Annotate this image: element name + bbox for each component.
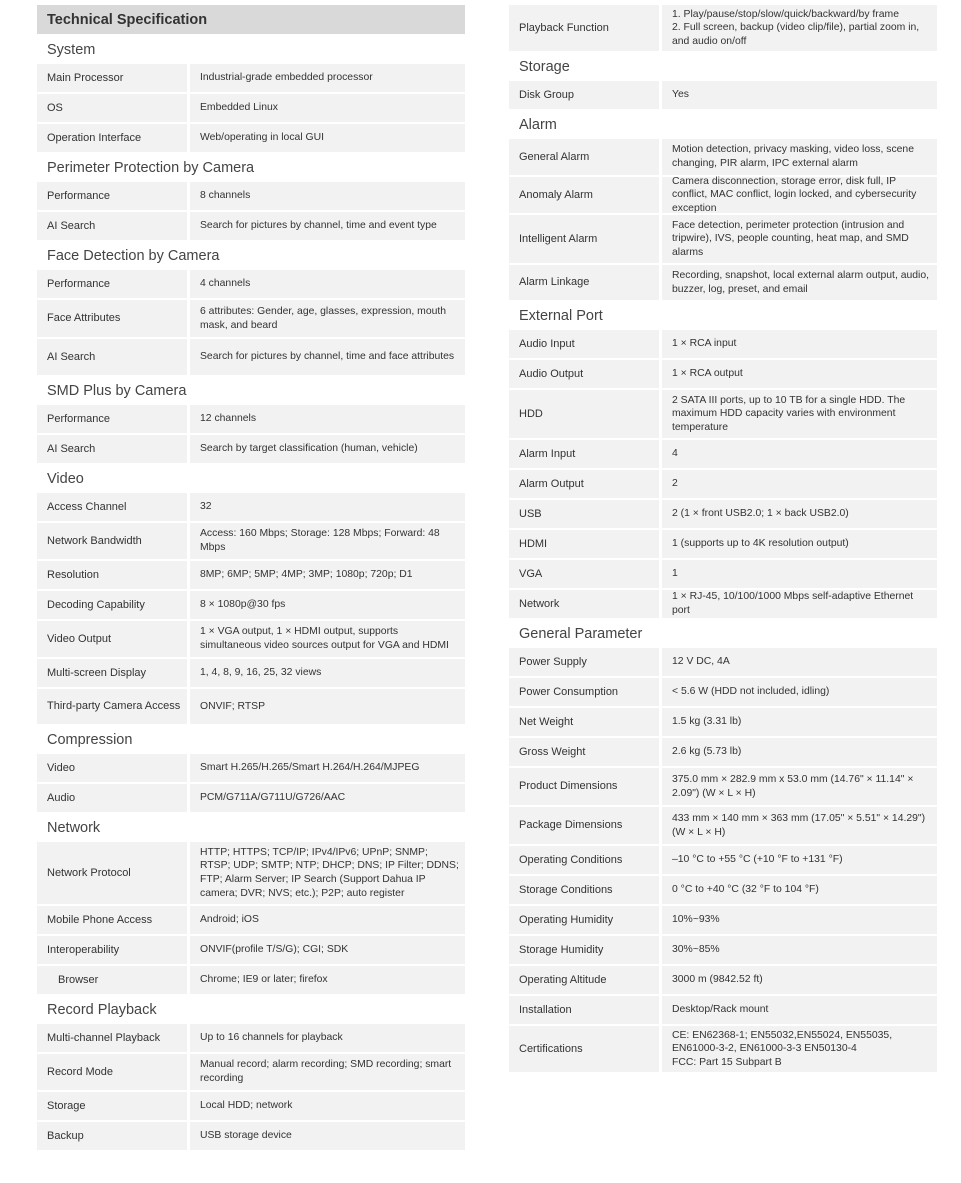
spec-row-operation-interface [37,124,465,152]
spec-value: 8 × 1080p@30 fps [190,591,465,619]
spec-value: PCM/G711A/G711U/G726/AAC [190,784,465,812]
spec-value: 433 mm × 140 mm × 363 mm (17.05" × 5.51" × 14.29") (W × L × H) [662,807,937,844]
spec-value: 8MP; 6MP; 5MP; 4MP; 3MP; 1080p; 720p; D1 [190,561,465,589]
spec-row-intelligent-alarm [509,215,937,263]
spec-row-performance [37,182,465,210]
spec-value: 1 × RJ-45, 10/100/1000 Mbps self-adaptive Ethernet port [662,590,937,618]
spec-value: Yes [662,81,937,109]
spec-row-performance [37,405,465,433]
spec-row-operating-humidity [509,906,937,934]
spec-label: Third-party Camera Access [37,689,187,724]
spec-row-anomaly-alarm [509,177,937,213]
spec-row-browser [37,966,465,994]
spec-row-playback-function [509,5,937,51]
spec-row-decoding-capability [37,591,465,619]
spec-value: Camera disconnection, storage error, disk full, IP conflict, MAC conflict, login locked, and cybersecurity exception [662,177,937,213]
spec-label: Gross Weight [509,738,659,766]
spec-label: Audio Input [509,330,659,358]
spec-label: Intelligent Alarm [509,215,659,263]
spec-value: Android; iOS [190,906,465,934]
spec-value: Web/operating in local GUI [190,124,465,152]
spec-row-video [37,754,465,782]
spec-label: Power Consumption [509,678,659,706]
spec-column-right [509,5,937,1074]
spec-row-resolution [37,561,465,589]
spec-label: Operating Conditions [509,846,659,874]
spec-value: 0 °C to +40 °C (32 °F to 104 °F) [662,876,937,904]
spec-label: Face Attributes [37,300,187,337]
spec-value: 12 V DC, 4A [662,648,937,676]
spec-row-performance [37,270,465,298]
spec-row-alarm-input [509,440,937,468]
section-title-record-playback: Record Playback [47,1002,157,1018]
spec-row-storage [37,1092,465,1120]
spec-value: 1.5 kg (3.31 lb) [662,708,937,736]
spec-value: 4 [662,440,937,468]
spec-label: Alarm Linkage [509,265,659,300]
spec-row-disk-group [509,81,937,109]
spec-row-alarm-linkage [509,265,937,300]
spec-label: Video [37,754,187,782]
spec-label: Net Weight [509,708,659,736]
spec-row-audio-output [509,360,937,388]
spec-row-usb [509,500,937,528]
spec-value: Chrome; IE9 or later; firefox [190,966,465,994]
spec-value: –10 °C to +55 °C (+10 °F to +131 °F) [662,846,937,874]
spec-row-general-alarm [509,139,937,175]
spec-label: Power Supply [509,648,659,676]
spec-row-vga [509,560,937,588]
spec-value: Search for pictures by channel, time and event type [190,212,465,240]
spec-value: 375.0 mm × 282.9 mm x 53.0 mm (14.76" × 11.14" × 2.09") (W × L × H) [662,768,937,805]
spec-value: 6 attributes: Gender, age, glasses, expression, mouth mask, and beard [190,300,465,337]
spec-row-operating-altitude [509,966,937,994]
spec-row-network [509,590,937,618]
spec-row-os [37,94,465,122]
spec-row-audio-input [509,330,937,358]
section-title-external-port: External Port [519,308,603,324]
spec-row-mobile-phone-access [37,906,465,934]
spec-value: Access: 160 Mbps; Storage: 128 Mbps; Forward: 48 Mbps [190,523,465,559]
spec-label: Storage Conditions [509,876,659,904]
spec-value: CE: EN62368-1; EN55032,EN55024, EN55035, EN61000-3-2, EN61000-3-3 EN50130-4 FCC: Part 15 Subpart B [662,1026,937,1072]
spec-label: HDMI [509,530,659,558]
spec-row-certifications [509,1026,937,1072]
section-title-system: System [47,42,96,58]
spec-label: Certifications [509,1026,659,1072]
spec-label: Anomaly Alarm [509,177,659,213]
spec-label: Audio [37,784,187,812]
spec-value: Desktop/Rack mount [662,996,937,1024]
section-title-storage: Storage [519,59,570,75]
spec-value: Up to 16 channels for playback [190,1024,465,1052]
spec-value: 8 channels [190,182,465,210]
spec-value: 1 × VGA output, 1 × HDMI output, supports simultaneous video sources output for VGA and HDMI [190,621,465,657]
spec-label: General Alarm [509,139,659,175]
spec-row-gross-weight [509,738,937,766]
spec-label: AI Search [37,212,187,240]
spec-row-face-attributes [37,300,465,337]
spec-label: Decoding Capability [37,591,187,619]
spec-row-hdd [509,390,937,438]
spec-label: Alarm Input [509,440,659,468]
spec-row-ai-search [37,435,465,463]
spec-label: Operating Humidity [509,906,659,934]
spec-row-multi-screen-display [37,659,465,687]
spec-row-audio [37,784,465,812]
spec-label: Network Protocol [37,842,187,904]
spec-row-interoperability [37,936,465,964]
spec-value: 10%~93% [662,906,937,934]
spec-label: Record Mode [37,1054,187,1090]
spec-value: 2 [662,470,937,498]
spec-label: Browser [37,966,187,994]
spec-label: Audio Output [509,360,659,388]
spec-value: 2 (1 × front USB2.0; 1 × back USB2.0) [662,500,937,528]
spec-value: 32 [190,493,465,521]
spec-row-multi-channel-playback [37,1024,465,1052]
spec-label: Product Dimensions [509,768,659,805]
spec-value: Motion detection, privacy masking, video loss, scene changing, PIR alarm, IPC external alarm [662,139,937,175]
spec-label: Storage [37,1092,187,1120]
spec-label: Main Processor [37,64,187,92]
spec-value: Local HDD; network [190,1092,465,1120]
spec-row-net-weight [509,708,937,736]
spec-value: 2 SATA III ports, up to 10 TB for a single HDD. The maximum HDD capacity varies with environment temperature [662,390,937,438]
spec-label: Package Dimensions [509,807,659,844]
spec-value: 30%~85% [662,936,937,964]
spec-value: 2.6 kg (5.73 lb) [662,738,937,766]
spec-value: 12 channels [190,405,465,433]
spec-value: 3000 m (9842.52 ft) [662,966,937,994]
section-title-perimeter-protection-by-camera: Perimeter Protection by Camera [47,160,255,176]
spec-label: Disk Group [509,81,659,109]
spec-value: ONVIF; RTSP [190,689,465,724]
spec-label: Access Channel [37,493,187,521]
spec-row-alarm-output [509,470,937,498]
spec-value: USB storage device [190,1122,465,1150]
spec-row-ai-search [37,212,465,240]
spec-row-storage-conditions [509,876,937,904]
spec-row-hdmi [509,530,937,558]
spec-label: HDD [509,390,659,438]
spec-label: Backup [37,1122,187,1150]
spec-row-network-protocol [37,842,465,904]
spec-value: HTTP; HTTPS; TCP/IP; IPv4/IPv6; UPnP; SNMP; RTSP; UDP; SMTP; NTP; DHCP; DNS; IP Filter; DDNS; FTP; Alarm Server; IP Search (Support Dahua IP camera; DVR; NVS; etc.); P2P; auto register [190,842,465,904]
spec-label: AI Search [37,435,187,463]
spec-label: Storage Humidity [509,936,659,964]
spec-label: Network Bandwidth [37,523,187,559]
spec-value: ONVIF(profile T/S/G); CGI; SDK [190,936,465,964]
spec-label: Performance [37,270,187,298]
section-title-smd-plus-by-camera: SMD Plus by Camera [47,383,187,399]
spec-label: VGA [509,560,659,588]
spec-row-record-mode [37,1054,465,1090]
spec-label: Multi-channel Playback [37,1024,187,1052]
page-title: Technical Specification [37,5,465,34]
spec-value: 1. Play/pause/stop/slow/quick/backward/by frame 2. Full screen, backup (video clip/file), partial zoom in, and audio on/off [662,5,937,51]
spec-value: 1 × RCA input [662,330,937,358]
spec-row-main-processor [37,64,465,92]
spec-value: Smart H.265/H.265/Smart H.264/H.264/MJPEG [190,754,465,782]
spec-row-power-supply [509,648,937,676]
spec-label: Operation Interface [37,124,187,152]
spec-label: AI Search [37,339,187,375]
section-title-face-detection-by-camera: Face Detection by Camera [47,248,220,264]
spec-row-network-bandwidth [37,523,465,559]
section-title-network: Network [47,820,101,836]
spec-value: Search for pictures by channel, time and face attributes [190,339,465,375]
spec-label: Multi-screen Display [37,659,187,687]
spec-value: 4 channels [190,270,465,298]
spec-row-power-consumption [509,678,937,706]
spec-row-package-dimensions [509,807,937,844]
spec-label: Video Output [37,621,187,657]
spec-row-backup [37,1122,465,1150]
spec-row-operating-conditions [509,846,937,874]
spec-value: 1, 4, 8, 9, 16, 25, 32 views [190,659,465,687]
spec-value: Manual record; alarm recording; SMD recording; smart recording [190,1054,465,1090]
spec-label: USB [509,500,659,528]
spec-label: Mobile Phone Access [37,906,187,934]
spec-label: Interoperability [37,936,187,964]
spec-label: Performance [37,182,187,210]
section-title-general-parameter: General Parameter [519,626,643,642]
spec-value: Face detection, perimeter protection (intrusion and tripwire), IVS, people counting, heat map, and SMD alarms [662,215,937,263]
section-title-alarm: Alarm [519,117,557,133]
spec-row-storage-humidity [509,936,937,964]
spec-row-access-channel [37,493,465,521]
spec-row-video-output [37,621,465,657]
spec-label: Resolution [37,561,187,589]
spec-value: Search by target classification (human, vehicle) [190,435,465,463]
spec-label: OS [37,94,187,122]
spec-label: Alarm Output [509,470,659,498]
spec-column-left [37,5,465,1152]
spec-label: Installation [509,996,659,1024]
spec-value: 1 (supports up to 4K resolution output) [662,530,937,558]
spec-row-product-dimensions [509,768,937,805]
spec-value: Industrial-grade embedded processor [190,64,465,92]
spec-value: 1 × RCA output [662,360,937,388]
spec-row-ai-search [37,339,465,375]
spec-value: 1 [662,560,937,588]
section-title-video: Video [47,471,84,487]
section-title-compression: Compression [47,732,133,748]
spec-value: < 5.6 W (HDD not included, idling) [662,678,937,706]
spec-label: Performance [37,405,187,433]
spec-value: Embedded Linux [190,94,465,122]
spec-label: Operating Altitude [509,966,659,994]
spec-row-third-party-camera-access [37,689,465,724]
spec-label: Playback Function [509,5,659,51]
spec-label: Network [509,590,659,618]
spec-value: Recording, snapshot, local external alarm output, audio, buzzer, log, preset, and email [662,265,937,300]
spec-row-installation [509,996,937,1024]
